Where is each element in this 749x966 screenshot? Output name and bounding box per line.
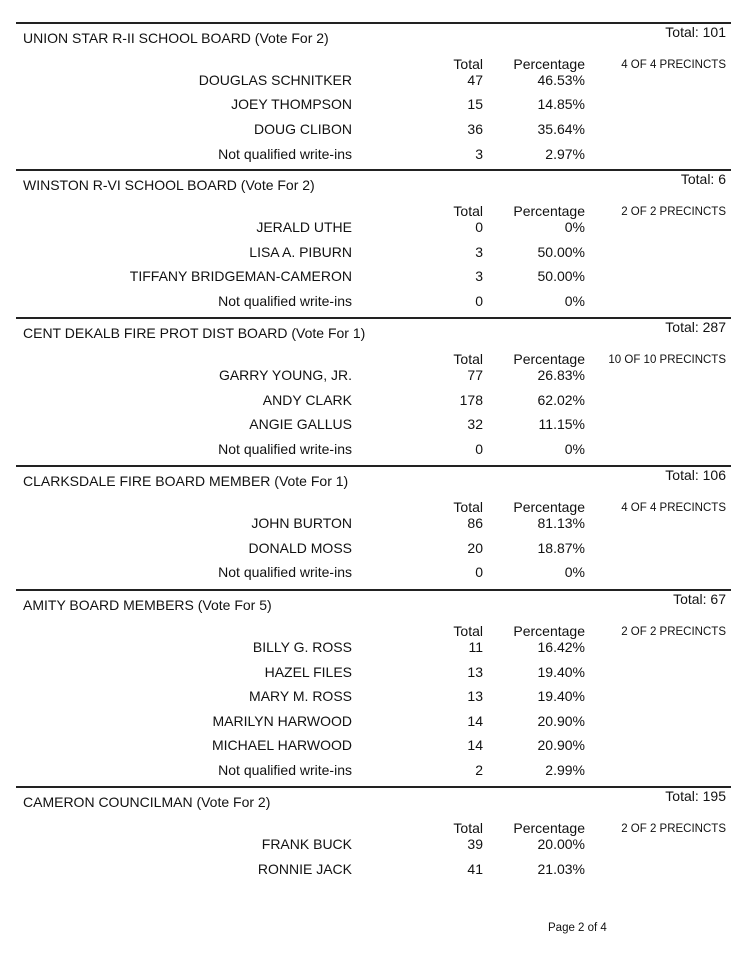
candidate-percentage: 62.02% xyxy=(537,392,585,408)
candidate-votes: 20 xyxy=(467,540,483,556)
candidate-row xyxy=(60,664,749,682)
race-divider xyxy=(16,786,731,788)
candidate-percentage: 20.00% xyxy=(537,836,585,852)
candidate-votes: 0 xyxy=(475,219,483,235)
candidate-row xyxy=(60,293,749,311)
race-divider xyxy=(16,465,731,467)
candidate-name: DOUGLAS SCHNITKER xyxy=(198,72,352,88)
candidate-percentage: 19.40% xyxy=(537,664,585,680)
precincts-reporting: 2 OF 2 PRECINCTS xyxy=(621,626,726,638)
candidate-row xyxy=(60,762,749,780)
candidate-percentage: 35.64% xyxy=(537,121,585,137)
candidate-name: ANGIE GALLUS xyxy=(249,416,352,432)
candidate-name: JERALD UTHE xyxy=(256,219,352,235)
candidate-name: DONALD MOSS xyxy=(248,540,352,556)
candidate-percentage: 0% xyxy=(564,564,585,580)
race-title: CLARKSDALE FIRE BOARD MEMBER (Vote For 1) xyxy=(23,473,349,489)
candidate-votes: 14 xyxy=(467,737,483,753)
candidate-votes: 13 xyxy=(467,664,483,680)
precincts-reporting: 4 OF 4 PRECINCTS xyxy=(621,502,726,514)
candidate-percentage: 21.03% xyxy=(537,861,585,877)
candidate-name: TIFFANY BRIDGEMAN-CAMERON xyxy=(129,268,352,284)
precincts-reporting: 10 OF 10 PRECINCTS xyxy=(608,354,726,366)
percentage-column-header: Percentage xyxy=(513,56,585,72)
candidate-name: GARRY YOUNG, JR. xyxy=(218,367,352,383)
candidate-percentage: 0% xyxy=(564,293,585,309)
candidate-votes: 3 xyxy=(475,146,483,162)
candidate-row xyxy=(60,72,749,90)
candidate-votes: 36 xyxy=(467,121,483,137)
candidate-votes: 14 xyxy=(467,713,483,729)
candidate-name: Not qualified write-ins xyxy=(218,146,352,162)
race-title: CAMERON COUNCILMAN (Vote For 2) xyxy=(23,794,271,810)
candidate-votes: 32 xyxy=(467,416,483,432)
race-total: Total: 101 xyxy=(665,24,726,40)
candidate-percentage: 0% xyxy=(564,219,585,235)
candidate-row xyxy=(60,713,749,731)
candidate-percentage: 2.97% xyxy=(545,146,585,162)
candidate-percentage: 16.42% xyxy=(537,639,585,655)
race-title: AMITY BOARD MEMBERS (Vote For 5) xyxy=(23,597,272,613)
candidate-percentage: 18.87% xyxy=(537,540,585,556)
precincts-reporting: 2 OF 2 PRECINCTS xyxy=(621,823,726,835)
votes-column-header: Total xyxy=(453,351,483,367)
candidate-row xyxy=(60,268,749,286)
candidate-row xyxy=(60,367,749,385)
race-total: Total: 287 xyxy=(665,319,726,335)
candidate-percentage: 20.90% xyxy=(537,737,585,753)
candidate-name: ANDY CLARK xyxy=(262,392,352,408)
candidate-row xyxy=(60,146,749,164)
candidate-votes: 15 xyxy=(467,96,483,112)
votes-column-header: Total xyxy=(453,623,483,639)
race-title: UNION STAR R-II SCHOOL BOARD (Vote For 2) xyxy=(23,30,329,46)
candidate-row xyxy=(60,836,749,854)
candidate-percentage: 20.90% xyxy=(537,713,585,729)
precincts-reporting: 2 OF 2 PRECINCTS xyxy=(621,206,726,218)
candidate-row xyxy=(60,737,749,755)
candidate-row xyxy=(60,219,749,237)
candidate-votes: 47 xyxy=(467,72,483,88)
candidate-row xyxy=(60,564,749,582)
candidate-percentage: 2.99% xyxy=(545,762,585,778)
race-divider xyxy=(16,589,731,591)
candidate-percentage: 46.53% xyxy=(537,72,585,88)
race-divider xyxy=(16,317,731,319)
race-title: CENT DEKALB FIRE PROT DIST BOARD (Vote For 1) xyxy=(23,325,366,341)
candidate-name: MICHAEL HARWOOD xyxy=(211,737,352,753)
percentage-column-header: Percentage xyxy=(513,623,585,639)
race-total: Total: 6 xyxy=(680,171,726,187)
votes-column-header: Total xyxy=(453,499,483,515)
candidate-name: DOUG CLIBON xyxy=(253,121,352,137)
race-total: Total: 106 xyxy=(665,467,726,483)
percentage-column-header: Percentage xyxy=(513,203,585,219)
race-divider xyxy=(16,169,731,171)
candidate-row xyxy=(60,244,749,262)
candidate-row xyxy=(60,96,749,114)
candidate-name: BILLY G. ROSS xyxy=(252,639,352,655)
candidate-row xyxy=(60,121,749,139)
candidate-votes: 77 xyxy=(467,367,483,383)
candidate-percentage: 50.00% xyxy=(537,244,585,260)
candidate-row xyxy=(60,515,749,533)
precincts-reporting: 4 OF 4 PRECINCTS xyxy=(621,59,726,71)
candidate-row xyxy=(60,688,749,706)
candidate-votes: 0 xyxy=(475,293,483,309)
candidate-name: JOEY THOMPSON xyxy=(231,96,352,112)
candidate-name: Not qualified write-ins xyxy=(218,441,352,457)
candidate-percentage: 0% xyxy=(564,441,585,457)
race-title: WINSTON R-VI SCHOOL BOARD (Vote For 2) xyxy=(23,177,315,193)
candidate-votes: 2 xyxy=(475,762,483,778)
candidate-name: MARILYN HARWOOD xyxy=(212,713,352,729)
candidate-votes: 178 xyxy=(459,392,483,408)
candidate-percentage: 81.13% xyxy=(537,515,585,531)
candidate-percentage: 11.15% xyxy=(538,416,585,432)
candidate-votes: 3 xyxy=(475,244,483,260)
race-total: Total: 195 xyxy=(665,788,726,804)
votes-column-header: Total xyxy=(453,56,483,72)
votes-column-header: Total xyxy=(453,203,483,219)
candidate-votes: 0 xyxy=(475,564,483,580)
candidate-row xyxy=(60,639,749,657)
candidate-name: Not qualified write-ins xyxy=(218,564,352,580)
candidate-row xyxy=(60,416,749,434)
candidate-row xyxy=(60,441,749,459)
candidate-votes: 41 xyxy=(467,861,483,877)
candidate-row xyxy=(60,540,749,558)
candidate-name: Not qualified write-ins xyxy=(218,293,352,309)
candidate-votes: 0 xyxy=(475,441,483,457)
race-divider xyxy=(16,22,731,24)
percentage-column-header: Percentage xyxy=(513,499,585,515)
candidate-name: FRANK BUCK xyxy=(261,836,352,852)
candidate-name: HAZEL FILES xyxy=(264,664,352,680)
candidate-percentage: 19.40% xyxy=(537,688,585,704)
candidate-name: RONNIE JACK xyxy=(257,861,352,877)
candidate-percentage: 50.00% xyxy=(537,268,585,284)
candidate-name: JOHN BURTON xyxy=(251,515,352,531)
percentage-column-header: Percentage xyxy=(513,820,585,836)
percentage-column-header: Percentage xyxy=(513,351,585,367)
candidate-votes: 13 xyxy=(467,688,483,704)
candidate-name: Not qualified write-ins xyxy=(218,762,352,778)
candidate-votes: 39 xyxy=(467,836,483,852)
candidate-row xyxy=(60,392,749,410)
candidate-votes: 3 xyxy=(475,268,483,284)
candidate-votes: 11 xyxy=(468,639,483,655)
candidate-row xyxy=(60,861,749,879)
candidate-name: MARY M. ROSS xyxy=(249,688,352,704)
candidate-votes: 86 xyxy=(467,515,483,531)
race-total: Total: 67 xyxy=(673,591,726,607)
candidate-name: LISA A. PIBURN xyxy=(249,244,352,260)
page-number: Page 2 of 4 xyxy=(548,922,607,934)
candidate-percentage: 14.85% xyxy=(537,96,585,112)
votes-column-header: Total xyxy=(453,820,483,836)
candidate-percentage: 26.83% xyxy=(537,367,585,383)
